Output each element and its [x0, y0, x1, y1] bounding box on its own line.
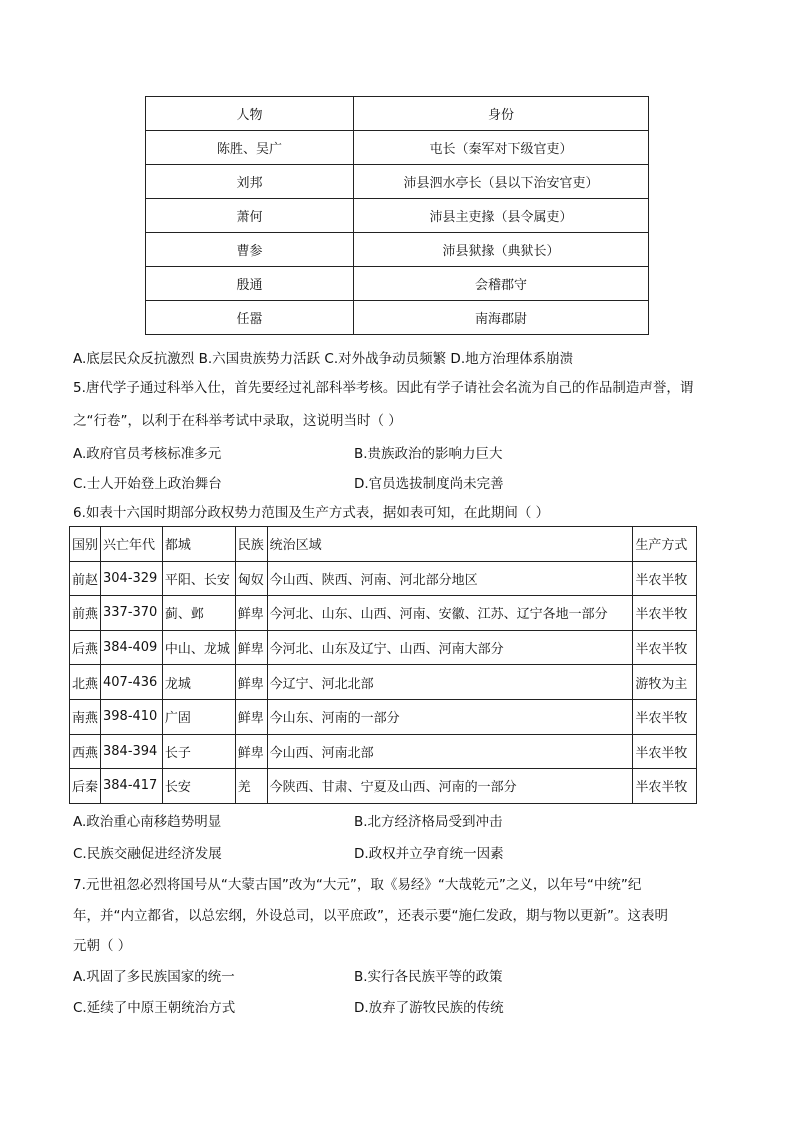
- q5-option-a[interactable]: A.政府官员考核标准多元: [73, 446, 222, 462]
- regimes-table-header-cell: 生产方式: [633, 527, 697, 562]
- regimes-table-header-cell: 都城: [162, 527, 235, 562]
- regimes-table-header-cell: 统治区域: [267, 527, 633, 562]
- regimes-table-row: [70, 561, 697, 596]
- q6-option-c[interactable]: C.民族交融促进经济发展: [73, 846, 222, 862]
- identity-table-row: [146, 165, 649, 199]
- regimes-table-cell: 今山西、河南北部: [267, 734, 633, 769]
- q7-option-d[interactable]: D.放弃了游牧民族的传统: [354, 1000, 504, 1016]
- regimes-table-row: [70, 596, 697, 631]
- regimes-table-cell: 游牧为主: [633, 665, 697, 700]
- regimes-table-header-row: [70, 527, 697, 562]
- regimes-table-cell: 今河北、山东、山西、河南、安徽、江苏、辽宁各地一部分: [267, 596, 633, 631]
- regimes-table: [69, 526, 697, 804]
- regimes-table-cell: 今河北、山东及辽宁、山西、河南大部分: [267, 630, 633, 665]
- q6-option-b[interactable]: B.北方经济格局受到冲击: [354, 814, 503, 830]
- regimes-table-cell: 鲜卑: [235, 699, 267, 734]
- regimes-table-cell: 中山、龙城: [162, 630, 235, 665]
- regimes-table-cell: 后燕: [70, 630, 101, 665]
- identity-table-header-row: [146, 97, 649, 131]
- regimes-table-body: [70, 527, 697, 804]
- regimes-table-cell: 鲜卑: [235, 734, 267, 769]
- regimes-table-cell: 半农半牧: [633, 596, 697, 631]
- q7-stem-line1: 7.元世祖忽必烈将国号从“大蒙古国”改为“大元”，取《易经》“大哉乾元”之义，以年号“中统”纪: [73, 877, 642, 893]
- regimes-table-row: [70, 769, 697, 804]
- regimes-table-cell: 匈奴: [235, 561, 267, 596]
- q6-option-a[interactable]: A.政治重心南移趋势明显: [73, 814, 222, 830]
- identity-table-header-cell: 身份: [354, 97, 649, 131]
- identity-table-row: [146, 233, 649, 267]
- identity-table-cell: 曹参: [146, 233, 354, 267]
- regimes-table-cell: 龙城: [162, 665, 235, 700]
- q5-option-c[interactable]: C.士人开始登上政治舞台: [73, 476, 222, 492]
- regimes-table-cell: 蓟、邺: [162, 596, 235, 631]
- regimes-table-cell: 鲜卑: [235, 596, 267, 631]
- regimes-table-header-cell: 民族: [235, 527, 267, 562]
- q7-option-a[interactable]: A.巩固了多民族国家的统一: [73, 969, 235, 985]
- q5-stem-line2: 之“行卷”，以利于在科举考试中录取，这说明当时（ ）: [73, 413, 402, 429]
- q6-stem: 6.如表十六国时期部分政权势力范围及生产方式表，据如表可知，在此期间（ ）: [73, 505, 550, 521]
- regimes-table-cell: 今辽宁、河北北部: [267, 665, 633, 700]
- regimes-table-cell: 长子: [162, 734, 235, 769]
- regimes-table-cell: 384-417: [101, 769, 163, 804]
- regimes-table-cell: 鲜卑: [235, 630, 267, 665]
- regimes-table-cell: 南燕: [70, 699, 101, 734]
- q5-stem-line1: 5.唐代学子通过科举入仕，首先要经过礼部科举考核。因此有学子请社会名流为自己的作品制造声誉，谓: [73, 380, 694, 396]
- regimes-table-cell: 羌: [235, 769, 267, 804]
- identity-table-cell: 南海郡尉: [354, 301, 649, 335]
- regimes-table-cell: 今陕西、甘肃、宁夏及山西、河南的一部分: [267, 769, 633, 804]
- identity-table-row: [146, 267, 649, 301]
- identity-table-cell: 沛县主吏掾（县令属吏）: [354, 199, 649, 233]
- q5-option-d[interactable]: D.官员选拔制度尚未完善: [354, 476, 504, 492]
- identity-table: [145, 96, 649, 335]
- q6-option-d[interactable]: D.政权并立孕育统一因素: [354, 846, 504, 862]
- regimes-table-cell: 407-436: [101, 665, 163, 700]
- regimes-table-row: [70, 734, 697, 769]
- identity-table-row: [146, 199, 649, 233]
- regimes-table-cell: 西燕: [70, 734, 101, 769]
- q7-option-b[interactable]: B.实行各民族平等的政策: [354, 969, 503, 985]
- identity-table-cell: 沛县狱掾（典狱长）: [354, 233, 649, 267]
- regimes-table-cell: 北燕: [70, 665, 101, 700]
- regimes-table-cell: 广固: [162, 699, 235, 734]
- q7-stem-line3: 元朝（ ）: [73, 938, 132, 954]
- regimes-table-row: [70, 665, 697, 700]
- regimes-table-cell: 384-409: [101, 630, 163, 665]
- regimes-table-cell: 半农半牧: [633, 630, 697, 665]
- q7-stem-line2: 年，并“内立都省，以总宏纲，外设总司，以平庶政”，还表示要“施仁发政，期与物以更新”。这表明: [73, 908, 668, 924]
- identity-table-cell: 屯长（秦军对下级官吏）: [354, 131, 649, 165]
- regimes-table-cell: 半农半牧: [633, 561, 697, 596]
- q5-option-b[interactable]: B.贵族政治的影响力巨大: [354, 446, 503, 462]
- regimes-table-cell: 长安: [162, 769, 235, 804]
- regimes-table-cell: 前赵: [70, 561, 101, 596]
- identity-table-cell: 刘邦: [146, 165, 354, 199]
- identity-table-header-cell: 人物: [146, 97, 354, 131]
- regimes-table-cell: 平阳、长安: [162, 561, 235, 596]
- regimes-table-cell: 半农半牧: [633, 699, 697, 734]
- regimes-table-cell: 半农半牧: [633, 769, 697, 804]
- regimes-table-cell: 304-329: [101, 561, 163, 596]
- identity-table-cell: 殷通: [146, 267, 354, 301]
- regimes-table-cell: 前燕: [70, 596, 101, 631]
- q7-option-c[interactable]: C.延续了中原王朝统治方式: [73, 1000, 236, 1016]
- regimes-table-cell: 337-370: [101, 596, 163, 631]
- regimes-table-cell: 后秦: [70, 769, 101, 804]
- regimes-table-header-cell: 兴亡年代: [101, 527, 163, 562]
- regimes-table-cell: 今山东、河南的一部分: [267, 699, 633, 734]
- q4-options: A.底层民众反抗激烈 B.六国贵族势力活跃 C.对外战争动员频繁 D.地方治理体系崩溃: [73, 351, 574, 367]
- identity-table-cell: 陈胜、吴广: [146, 131, 354, 165]
- regimes-table-header-cell: 国别: [70, 527, 101, 562]
- identity-table-body: [146, 97, 649, 335]
- regimes-table-cell: 398-410: [101, 699, 163, 734]
- identity-table-row: [146, 301, 649, 335]
- identity-table-cell: 任嚣: [146, 301, 354, 335]
- regimes-table-cell: 半农半牧: [633, 734, 697, 769]
- regimes-table-cell: 今山西、陕西、河南、河北部分地区: [267, 561, 633, 596]
- regimes-table-row: [70, 630, 697, 665]
- identity-table-row: [146, 131, 649, 165]
- regimes-table-cell: 鲜卑: [235, 665, 267, 700]
- regimes-table-row: [70, 699, 697, 734]
- regimes-table-cell: 384-394: [101, 734, 163, 769]
- identity-table-cell: 萧何: [146, 199, 354, 233]
- identity-table-cell: 会稽郡守: [354, 267, 649, 301]
- identity-table-cell: 沛县泗水亭长（县以下治安官吏）: [354, 165, 649, 199]
